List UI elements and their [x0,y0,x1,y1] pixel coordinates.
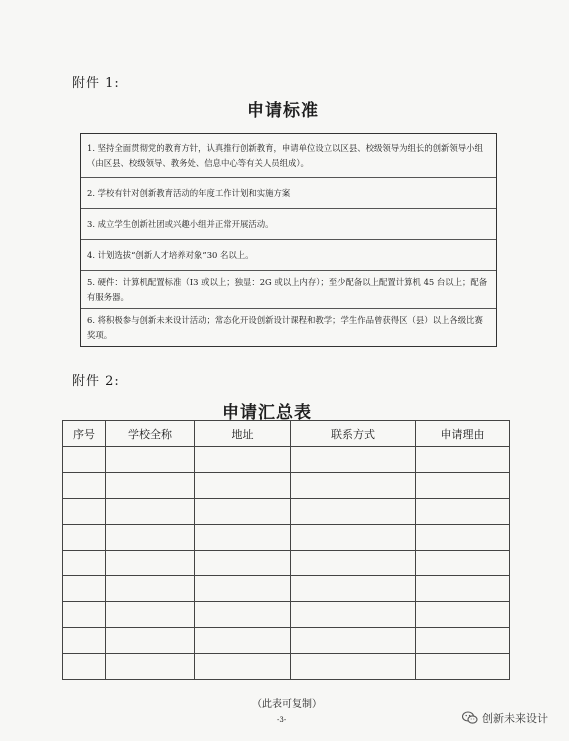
table-cell [291,472,416,498]
table-cell [106,602,195,628]
table-cell [291,628,416,654]
table-cell [63,498,106,524]
table-header-row [63,421,510,447]
summary-table [62,420,510,680]
criteria-item: 1. 坚持全面贯彻党的教育方针，认真推行创新教育，申请单位设立以区县、校级领导为组长的创新领导小组（由区县、校级领导、教务处、信息中心等有关人员组成）。 [81,134,496,178]
table-cell [416,550,510,576]
table-cell [416,472,510,498]
criteria-item: 3. 成立学生创新社团或兴趣小组并正常开展活动。 [81,209,496,240]
table-cell [195,576,291,602]
table-cell [291,576,416,602]
criteria-box [80,133,497,347]
table-cell [291,498,416,524]
table-cell [106,576,195,602]
table-cell [106,654,195,680]
table-cell [63,602,106,628]
criteria-title: 申请标准 [247,101,319,121]
table-row [63,447,510,473]
table-cell [416,628,510,654]
table-cell [106,524,195,550]
attachment1-label: 附件 1: [72,76,120,91]
watermark [462,710,548,726]
table-cell [291,550,416,576]
table-cell [416,524,510,550]
table-cell [195,472,291,498]
summary-title: 申请汇总表 [222,403,312,423]
table-cell [291,602,416,628]
watermark-text: 创新未来设计 [482,712,548,725]
table-cell [63,550,106,576]
page-number: -3- [277,716,287,724]
table-row [63,524,510,550]
table-cell [63,472,106,498]
table-cell [416,498,510,524]
table-row [63,576,510,602]
table-cell [63,628,106,654]
table-cell [106,447,195,473]
table-cell [63,576,106,602]
table-row [63,628,510,654]
table-row [63,498,510,524]
col-header-address: 地址 [195,421,291,447]
table-cell [195,602,291,628]
table-row [63,550,510,576]
table-cell [416,602,510,628]
table-cell [416,447,510,473]
table-cell [106,550,195,576]
col-header-school: 学校全称 [106,421,195,447]
table-cell [195,447,291,473]
table-cell [63,447,106,473]
copy-note: （此表可复制） [252,699,322,710]
criteria-item: 4. 计划选拔“创新人才培养对象”30 名以上。 [81,240,496,271]
table-cell [106,498,195,524]
table-cell [291,654,416,680]
table-cell [195,550,291,576]
col-header-index: 序号 [63,421,106,447]
col-header-contact: 联系方式 [291,421,416,447]
table-cell [416,654,510,680]
criteria-item: 6. 将积极参与创新未来设计活动；常态化开设创新设计课程和教学；学生作品曾获得区（县）以上各级比赛奖项。 [87,314,483,340]
attachment2-label: 附件 2: [72,374,120,389]
table-cell [106,628,195,654]
table-cell [291,524,416,550]
table-cell [63,524,106,550]
table-cell [416,576,510,602]
table-cell [195,524,291,550]
criteria-item: 2. 学校有针对创新教育活动的年度工作计划和实施方案 [81,178,496,209]
table-cell [195,628,291,654]
table-cell [195,498,291,524]
table-row [63,602,510,628]
table-cell [63,654,106,680]
criteria-item: 5. 硬件：计算机配置标准（I3 或以上；独显：2G 或以上内存）；至少配备以上配置计算机 45 台以上；配备有服务器。 [81,271,496,309]
wechat-icon [462,711,478,725]
table-cell [195,654,291,680]
table-cell [291,447,416,473]
table-row [63,472,510,498]
table-cell [106,472,195,498]
table-row [63,654,510,680]
col-header-reason: 申请理由 [416,421,510,447]
